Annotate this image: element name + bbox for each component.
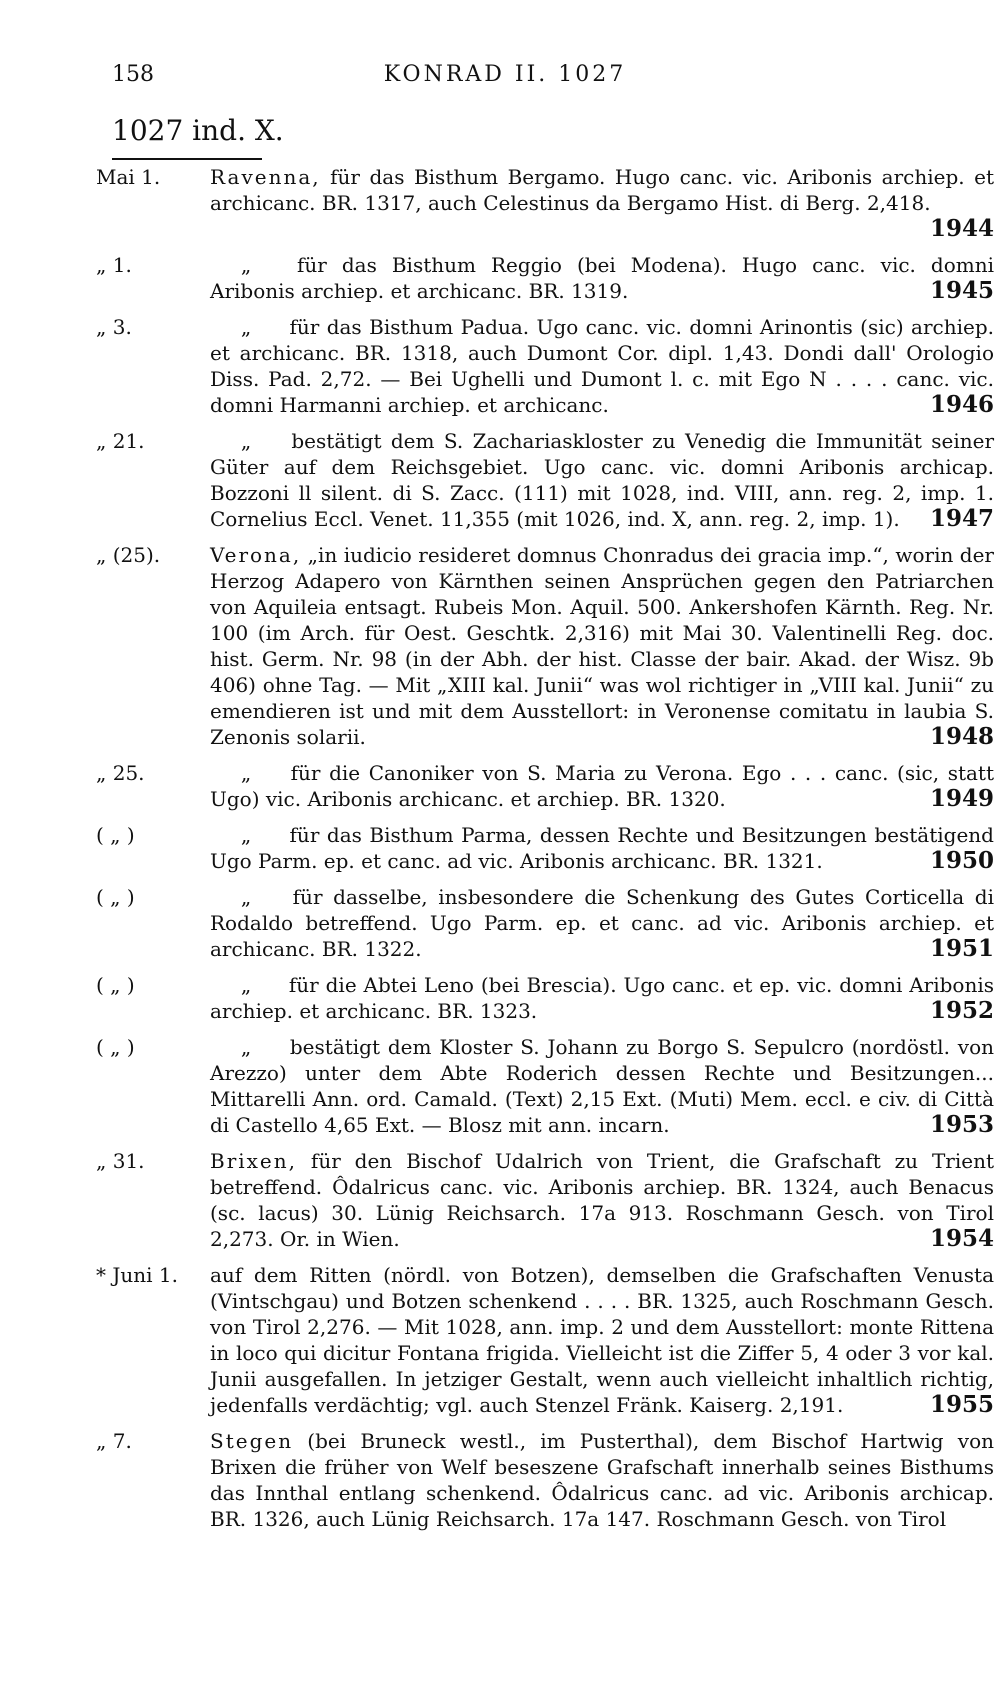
ditto-mark: „ [240, 761, 252, 785]
entry-place: Ravenna, [210, 165, 321, 189]
entry-text: (bei Bruneck westl., im Pusterthal), dem Bischof Hartwig von Brixen die früher von Welf beseszene Grafschaft innerhalb seines Bisthums das Innthal entlang schenkend. Ôdalricus canc. ad vic. Aribonis archicap. BR. 1326, auch Lünig Reichsarch. 17a 147. Roschmann Gesch. von Tirol [210, 1429, 995, 1531]
regest-number: 1946 [929, 391, 994, 418]
entry-text: für die Canoniker von S. Maria zu Verona. Ego . . . canc. (sic, statt Ugo) vic. Aribonis archicanc. et archiep. BR. 1320. [210, 761, 994, 811]
regest-number: 1954 [929, 1225, 994, 1252]
regest-entry [0, 1144, 1000, 1252]
regest-number: 1947 [929, 505, 994, 532]
regest-entry [0, 818, 1000, 874]
entry-text: auf dem Ritten (nördl. von Botzen), demselben die Grafschaften Venusta (Vintschgau) und Botzen schenkend . . . . BR. 1325, auch Roschmann Gesch. von Tirol 2,276. — Mit 1028, ann. imp. 2 und dem Ausstellort: monte Rittena in loco qui dicitur Fontana frigida. Vielleicht ist die Ziffer 5, 4 oder 3 vor kal. Junii ausgefallen. In jetziger Gestalt, wenn auch vielleicht inhaltlich richtig, jedenfalls verdächtig; vgl. auch Stenzel Fränk. Kaiserg. 2,191. [210, 1263, 994, 1417]
entry-text: für das Bisthum Padua. Ugo canc. vic. domni Arinontis (sic) archiep. et archicanc. BR. 1318, auch Dumont Cor. dipl. 1,43. Dondi dall' Orologio Diss. Pad. 2,72. — Bei Ughelli und Dumont l. c. mit Ego N . . . . canc. vic. domni Harmanni archiep. et archicanc. [210, 315, 995, 417]
entry-text: für das Bisthum Bergamo. Hugo canc. vic. Aribonis archiep. et archicanc. BR. 1317, auch Celestinus da Bergamo Hist. di Berg. 2,418. [210, 165, 994, 215]
entry-body [210, 424, 994, 532]
regest-entry [0, 880, 1000, 962]
entry-body [210, 756, 994, 812]
regest-number: 1953 [929, 1111, 994, 1138]
entry-text: für die Abtei Leno (bei Brescia). Ugo canc. et ep. vic. domni Aribonis archiep. et archicanc. BR. 1323. [210, 973, 995, 1023]
regest-number: 1955 [929, 1391, 994, 1418]
regest-number: 1951 [929, 935, 994, 962]
entry-date: „ (25). [96, 543, 161, 567]
entry-date: „ 1. [96, 253, 132, 277]
entry-text: „in iudicio resideret domnus Chonradus dei gracia imp.“, worin der Herzog Adapero von Kärnthen seinen Ansprüchen gegen den Patriarchen von Aquileia entsagt. Rubeis Mon. Aquil. 500. Ankershofen Kärnth. Reg. Nr. 100 (im Arch. für Oest. Geschtk. 2,316) mit Mai 30. Valentinelli Reg. doc. hist. Germ. Nr. 98 (in der Abh. der hist. Classe der bair. Akad. der Wisz. 9b 406) ohne Tag. — Mit „XIII kal. Junii“ was wol richtiger in „VIII kal. Junii“ zu emendieren ist und mit dem Ausstellort: in Veronense comitatu in laubia S. Zenonis solarii. [210, 543, 994, 749]
entry-body [210, 1144, 994, 1252]
running-head [112, 62, 898, 102]
entry-body [210, 248, 994, 304]
entry-body [210, 818, 994, 874]
entry-date: ( „ ) [96, 1035, 135, 1059]
ditto-mark: „ [240, 885, 252, 909]
entry-body [210, 1258, 994, 1418]
entry-text: bestätigt dem S. Zachariaskloster zu Venedig die Immunität seiner Güter auf dem Reichsgebiet. Ugo canc. vic. domni Aribonis archicap. Bozzoni ll silent. di S. Zacc. (111) mit 1028, ind. VIII, ann. reg. 2, imp. 1. Cornelius Eccl. Venet. 11,355 (mit 1026, ind. X, ann. reg. 2, imp. 1). [210, 429, 995, 531]
section-heading: 1027 ind. X. [112, 114, 284, 147]
entry-place: Brixen, [210, 1149, 298, 1173]
entry-date: „ 3. [96, 315, 132, 339]
regest-entry [0, 248, 1000, 304]
ditto-mark: „ [240, 253, 252, 277]
regest-number: 1945 [929, 277, 994, 304]
entry-text: bestätigt dem Kloster S. Johann zu Borgo S. Sepulcro (nordöstl. von Arezzo) unter dem Abte Roderich dessen Rechte und Besitzungen... Mittarelli Ann. ord. Camald. (Text) 2,15 Ext. (Muti) Mem. eccl. e civ. di Città di Castello 4,65 Ext. — Blosz mit ann. incarn. [210, 1035, 995, 1137]
regest-entry [0, 968, 1000, 1024]
entry-date: „ 21. [96, 429, 145, 453]
entry-date: * Juni 1. [96, 1263, 178, 1287]
regest-number: 1948 [929, 723, 994, 750]
entry-date: ( „ ) [96, 973, 135, 997]
entry-date: „ 25. [96, 761, 145, 785]
regest-number: 1952 [929, 997, 994, 1024]
entry-body [210, 160, 994, 242]
entry-text: für das Bisthum Reggio (bei Modena). Hugo canc. vic. domni Aribonis archiep. et archicanc. BR. 1319. [210, 253, 995, 303]
ditto-mark: „ [240, 973, 252, 997]
entry-text: für das Bisthum Parma, dessen Rechte und Besitzungen bestätigend Ugo Parm. ep. et canc. ad vic. Aribonis archicanc. BR. 1321. [210, 823, 994, 873]
entry-date: „ 7. [96, 1429, 132, 1453]
regest-number: 1944 [929, 215, 994, 242]
entry-place: Stegen [210, 1429, 294, 1453]
entry-text: für dasselbe, insbesondere die Schenkung des Gutes Corticella di Rodaldo betreffend. Ugo Parm. ep. et canc. ad vic. Aribonis archiep. et archicanc. BR. 1322. [210, 885, 994, 961]
regest-list [0, 160, 1000, 1538]
entry-date: ( „ ) [96, 885, 135, 909]
entry-date: „ 31. [96, 1149, 145, 1173]
regest-entry [0, 1258, 1000, 1418]
regest-entry [0, 1030, 1000, 1138]
regest-entry [0, 1424, 1000, 1532]
ditto-mark: „ [240, 315, 252, 339]
entry-body [210, 1030, 994, 1138]
regest-entry [0, 756, 1000, 812]
regest-entry [0, 310, 1000, 418]
ditto-mark: „ [240, 823, 252, 847]
regest-entry [0, 538, 1000, 750]
entry-date: Mai 1. [96, 165, 161, 189]
ditto-mark: „ [240, 429, 252, 453]
entry-body [210, 538, 994, 750]
regest-entry [0, 160, 1000, 242]
entry-place: Verona, [210, 543, 302, 567]
ditto-mark: „ [240, 1035, 252, 1059]
page-number: 158 [112, 62, 154, 87]
running-title: KONRAD II. 1027 [383, 62, 627, 87]
regest-number: 1949 [929, 785, 994, 812]
entry-body [210, 310, 994, 418]
entry-text: für den Bischof Udalrich von Trient, die Grafschaft zu Trient betreffend. Ôdalricus canc. vic. Aribonis archiep. BR. 1324, auch Benacus (sc. lacus) 30. Lünig Reichsarch. 17a 913. Roschmann Gesch. von Tirol 2,273. Or. in Wien. [210, 1149, 995, 1251]
entry-body [210, 968, 994, 1024]
entry-body [210, 1424, 994, 1532]
regest-number: 1950 [929, 847, 994, 874]
entry-body [210, 880, 994, 962]
entry-date: ( „ ) [96, 823, 135, 847]
regest-entry [0, 424, 1000, 532]
